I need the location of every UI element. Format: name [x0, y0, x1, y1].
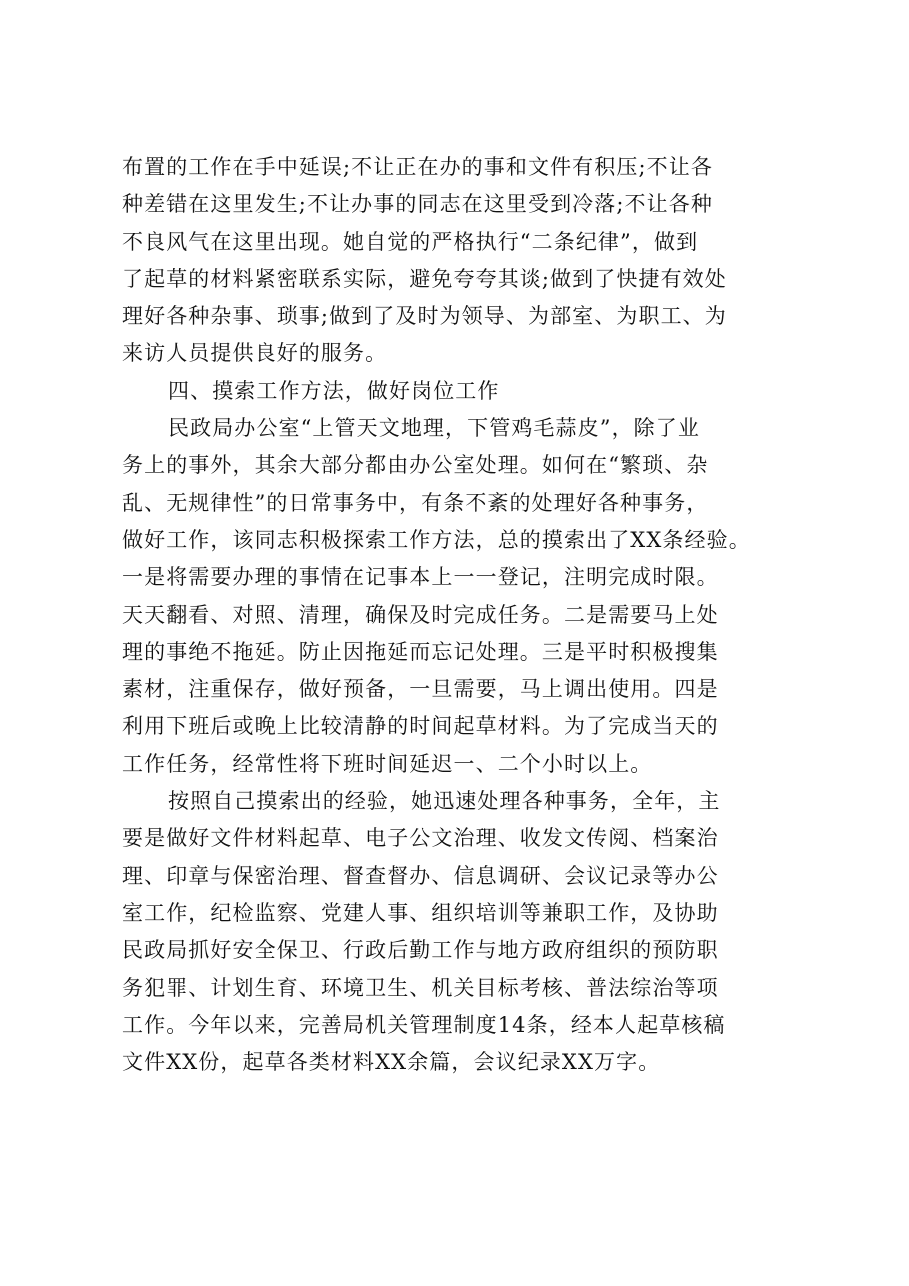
body-text — [122, 149, 822, 1081]
text-line: 种差错在这里发生;不让办事的同志在这里受到冷落;不让各种 — [122, 192, 713, 217]
text-line: 做好工作，该同志积极探索工作方法，总的摸索出了XX条经验。 — [122, 527, 751, 552]
text-line: 利用下班后或晚上比较清静的时间起草材料。为了完成当天的 — [122, 714, 719, 739]
paragraph-start: 民政局办公室“上管天文地理，下管鸡毛蒜皮”，除了业 — [168, 416, 700, 441]
text-line: 了起草的材料紧密联系实际，避免夸夸其谈;做到了快捷有效处 — [122, 266, 727, 291]
text-line: 布置的工作在手中延误;不让正在办的事和文件有积压;不让各 — [122, 155, 713, 179]
text-line: 理的事绝不拖延。防止因拖延而忘记处理。三是平时积极搜集 — [122, 639, 719, 664]
text-line: 不良风气在这里出现。她自觉的严格执行“二条纪律”，做到 — [122, 229, 699, 254]
text-line: 文件XX份，起草各类材料XX余篇，会议纪录XX万字。 — [122, 1050, 661, 1075]
text-line: 乱、无规律性”的日常事务中，有条不紊的处理好各种事务， — [122, 490, 709, 515]
text-line: 天天翻看、对照、清理，确保及时完成任务。二是需要马上处 — [122, 602, 719, 627]
text-line: 室工作，纪检监察、党建人事、组织培训等兼职工作，及协助 — [122, 900, 719, 925]
paragraph-start: 按照自己摸索出的经验，她迅速处理各种事务，全年，主 — [168, 789, 721, 814]
text-line: 要是做好文件材料起草、电子公文治理、收发文传阅、档案治 — [122, 826, 719, 851]
text-line: 务上的事外，其余大部分都由办公室处理。如何在“繁琐、杂 — [122, 453, 709, 478]
text-line: 民政局抓好安全保卫、行政后勤工作与地方政府组织的预防职 — [122, 938, 719, 963]
text-line: 工作任务，经常性将下班时间延迟一、二个小时以上。 — [122, 751, 653, 776]
section-heading: 四、摸索工作方法，做好岗位工作 — [168, 378, 500, 403]
text-line: 理、印章与保密治理、督查督办、信息调研、会议记录等办公 — [122, 863, 719, 888]
text-line: 务犯罪、计划生育、环境卫生、机关目标考核、普法综治等项 — [122, 975, 719, 1000]
text-line: 工作。今年以来，完善局机关管理制度14条，经本人起草核稿 — [122, 1012, 726, 1037]
text-line: 来访人员提供良好的服务。 — [122, 341, 388, 366]
text-line: 理好各种杂事、琐事;做到了及时为领导、为部室、为职工、为 — [122, 304, 727, 329]
text-line: 素材，注重保存，做好预备，一旦需要，马上调出使用。四是 — [122, 677, 719, 702]
text-line: 一是将需要办理的事情在记事本上一一登记，注明完成时限。 — [122, 565, 719, 590]
